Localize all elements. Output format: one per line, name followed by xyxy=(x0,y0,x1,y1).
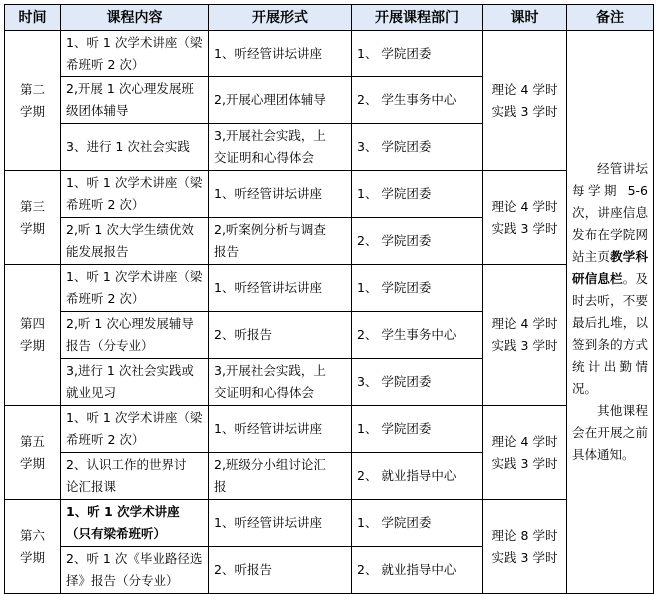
course-content-cell: 1、听 1 次学术讲座 （只有梁希班听） xyxy=(61,500,209,547)
semester-label: 第二 学期 xyxy=(5,31,61,171)
course-content-cell: 2,听 1 次心理发展辅导 报告（分专业） xyxy=(61,312,209,359)
format-cell: 2、听报告 xyxy=(209,312,352,359)
course-content-cell: 3,进行 1 次社会实践或 就业见习 xyxy=(61,359,209,406)
hours-cell: 理论 8 学时 实践 3 学时 xyxy=(483,500,567,594)
course-content-cell: 2,听 1 次大学生绩优效 能发展报告 xyxy=(61,218,209,265)
course-content-cell: 1、听 1 次学术讲座（梁 希班听 2 次） xyxy=(61,265,209,312)
format-cell: 2、听报告 xyxy=(209,547,352,594)
department-cell: 2、 就业指导中心 xyxy=(352,453,483,500)
course-content-cell: 1、听 1 次学术讲座（梁 希班听 2 次） xyxy=(61,171,209,218)
header-hours: 课时 xyxy=(483,5,567,31)
department-cell: 2、 学院团委 xyxy=(352,218,483,265)
table-row xyxy=(5,31,654,77)
department-cell: 2、 学生事务中心 xyxy=(352,77,483,124)
hours-cell: 理论 4 学时 实践 3 学时 xyxy=(483,171,567,265)
format-cell: 1、听经管讲坛讲座 xyxy=(209,406,352,453)
format-cell: 3,开展社会实践，上 交证明和心得体会 xyxy=(209,124,352,171)
hours-cell: 理论 4 学时 实践 3 学时 xyxy=(483,265,567,406)
notes-cell xyxy=(567,31,654,594)
header-department: 开展课程部门 xyxy=(352,5,483,31)
department-cell: 2、 学生事务中心 xyxy=(352,312,483,359)
course-content-cell: 2,开展 1 次心理发展班 级团体辅导 xyxy=(61,77,209,124)
format-cell: 1、听经管讲坛讲座 xyxy=(209,500,352,547)
table-row xyxy=(5,265,654,312)
semester-label: 第四 学期 xyxy=(5,265,61,406)
format-cell: 2,听案例分析与调查 报告 xyxy=(209,218,352,265)
note-text: 经管讲坛每学期 5-6 次，讲座信息发布在学院网站主页 xyxy=(572,161,648,264)
header-row xyxy=(5,5,654,31)
format-cell: 2,班级分小组讨论汇 报 xyxy=(209,453,352,500)
department-cell: 1、 学院团委 xyxy=(352,406,483,453)
header-notes: 备注 xyxy=(567,5,654,31)
course-content-cell: 1、听 1 次学术讲座（梁 希班听 2 次） xyxy=(61,31,209,77)
hours-cell: 理论 4 学时 实践 3 学时 xyxy=(483,31,567,171)
department-cell: 2、 就业指导中心 xyxy=(352,547,483,594)
department-cell: 3、 学院团委 xyxy=(352,124,483,171)
format-cell: 1、听经管讲坛讲座 xyxy=(209,31,352,77)
course-schedule-table xyxy=(4,4,654,594)
format-cell: 2,开展心理团体辅导 xyxy=(209,77,352,124)
table-row xyxy=(5,406,654,453)
course-content-cell: 1、听 1 次学术讲座（梁 希班听 2 次） xyxy=(61,406,209,453)
note-text: 。及时去听，不要最后扎堆，以签到条的方式统计出勤情况。 xyxy=(572,271,648,396)
format-cell: 1、听经管讲坛讲座 xyxy=(209,265,352,312)
course-content-cell: 2、认识工作的世界讨 论汇报课 xyxy=(61,453,209,500)
note-paragraph: 其他课程会在开展之前具体通知。 xyxy=(572,403,648,462)
semester-label: 第六 学期 xyxy=(5,500,61,594)
header-format: 开展形式 xyxy=(209,5,352,31)
course-content-cell: 2、听 1 次《毕业路径选 择》报告（分专业） xyxy=(61,547,209,594)
table-row xyxy=(5,500,654,547)
course-content-cell: 3、进行 1 次社会实践 xyxy=(61,124,209,171)
department-cell: 1、 学院团委 xyxy=(352,171,483,218)
semester-label: 第五 学期 xyxy=(5,406,61,500)
semester-label: 第三 学期 xyxy=(5,171,61,265)
department-cell: 1、 学院团委 xyxy=(352,31,483,77)
header-content: 课程内容 xyxy=(61,5,209,31)
hours-cell: 理论 4 学时 实践 3 学时 xyxy=(483,406,567,500)
table-row xyxy=(5,171,654,218)
department-cell: 1、 学院团委 xyxy=(352,265,483,312)
department-cell: 3、 学院团委 xyxy=(352,359,483,406)
format-cell: 3,开展社会实践，上 交证明和心得体会 xyxy=(209,359,352,406)
format-cell: 1、听经管讲坛讲座 xyxy=(209,171,352,218)
header-time: 时间 xyxy=(5,5,61,31)
note-bold-text: 教学科研信息栏 xyxy=(572,249,648,286)
department-cell: 1、 学院团委 xyxy=(352,500,483,547)
note-paragraph xyxy=(572,158,648,400)
